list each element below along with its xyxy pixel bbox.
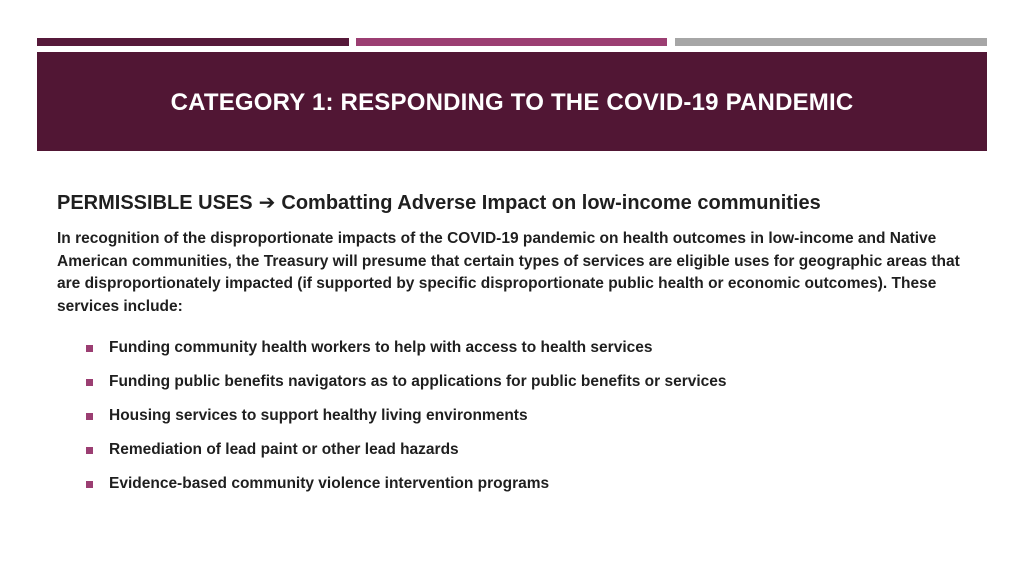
arrow-right-icon: ➔ bbox=[258, 192, 276, 214]
square-bullet-icon bbox=[86, 345, 93, 352]
list-item-text: Evidence-based community violence intervention programs bbox=[109, 475, 550, 492]
accent-bar-right bbox=[675, 38, 987, 46]
square-bullet-icon bbox=[86, 413, 93, 420]
square-bullet-icon bbox=[86, 379, 93, 386]
square-bullet-icon bbox=[86, 481, 93, 488]
list-item bbox=[57, 331, 977, 365]
accent-bar-middle bbox=[356, 38, 667, 46]
accent-bar-left bbox=[37, 38, 349, 46]
subheading bbox=[57, 188, 977, 218]
list-item bbox=[57, 399, 977, 433]
square-bullet-icon bbox=[86, 447, 93, 454]
list-item bbox=[57, 467, 977, 501]
list-item-text: Housing services to support healthy living environments bbox=[109, 407, 528, 424]
list-item-text: Funding community health workers to help with access to health services bbox=[109, 339, 653, 356]
subheading-lead: PERMISSIBLE USES bbox=[57, 192, 253, 214]
services-list bbox=[57, 331, 977, 501]
slide-content bbox=[57, 188, 977, 501]
list-item bbox=[57, 433, 977, 467]
slide-title: CATEGORY 1: RESPONDING TO THE COVID-19 PANDEMIC bbox=[170, 88, 854, 116]
title-band bbox=[37, 52, 987, 151]
subheading-topic: Combatting Adverse Impact on low-income communities bbox=[281, 192, 821, 214]
list-item-text: Remediation of lead paint or other lead hazards bbox=[109, 441, 459, 458]
list-item bbox=[57, 365, 977, 399]
intro-paragraph: In recognition of the disproportionate impacts of the COVID-19 pandemic on health outcomes in low-income and Native American communities, the Treasury will presume that certain types of services are eligible uses for geographic areas that are disproportionately impacted (if supported by specific disproportionate public health or economic outcomes). These services include: bbox=[57, 230, 960, 315]
list-item-text: Funding public benefits navigators as to applications for public benefits or services bbox=[109, 373, 727, 390]
